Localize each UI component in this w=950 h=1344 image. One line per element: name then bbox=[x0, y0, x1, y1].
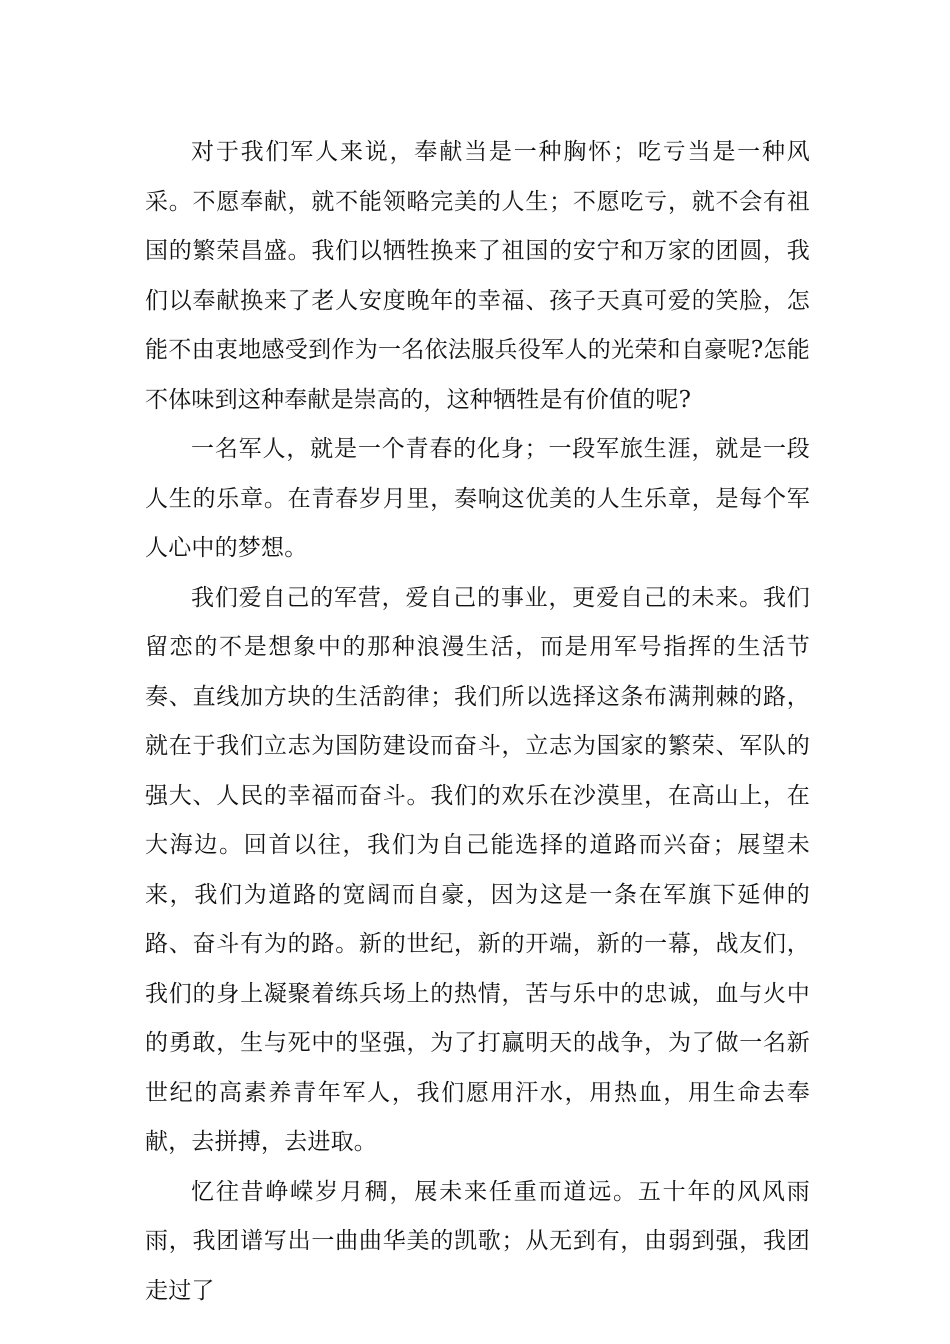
paragraph-3: 我们爱自己的军营，爱自己的事业，更爱自己的未来。我们留恋的不是想象中的那种浪漫生活，而是用军号指挥的生活节奏、直线加方块的生活韵律；我们所以选择这条布满荆棘的路，就在于我们立志为国防建设而奋斗，立志为国家的繁荣、军队的强大、人民的幸福而奋斗。我们的欢乐在沙漠里，在高山上，在大海边。回首以往，我们为自己能选择的道路而兴奋；展望未来，我们为道路的宽阔而自豪，因为这是一条在军旗下延伸的路、奋斗有为的路。新的世纪，新的开端，新的一幕，战友们，我们的身上凝聚着练兵场上的热情，苦与乐中的忠诚，血与火中的勇敢，生与死中的坚强，为了打赢明天的战争，为了做一名新世纪的高素养青年军人，我们愿用汗水，用热血，用生命去奉献，去拼搏，去进取。 bbox=[145, 584, 810, 1155]
paragraph-4: 忆往昔峥嵘岁月稠，展未来任重而道远。五十年的风风雨雨，我团谱写出一曲曲华美的凯歌；从无到有，由弱到强，我团走过了 bbox=[145, 1178, 810, 1304]
paragraph-1: 对于我们军人来说，奉献当是一种胸怀；吃亏当是一种风采。不愿奉献，就不能领略完美的人生；不愿吃亏，就不会有祖国的繁荣昌盛。我们以牺牲换来了祖国的安宁和万家的团圆，我们以奉献换来了老人安度晚年的幸福、孩子天真可爱的笑脸，怎能不由衷地感受到作为一名依法服兵役军人的光荣和自豪呢?怎能不体味到这种奉献是崇高的，这种牺牲是有价值的呢? bbox=[145, 139, 810, 413]
paragraph-2: 一名军人，就是一个青春的化身；一段军旅生涯，就是一段人生的乐章。在青春岁月里，奏响这优美的人生乐章，是每个军人心中的梦想。 bbox=[145, 436, 810, 561]
document-body bbox=[145, 128, 810, 1316]
